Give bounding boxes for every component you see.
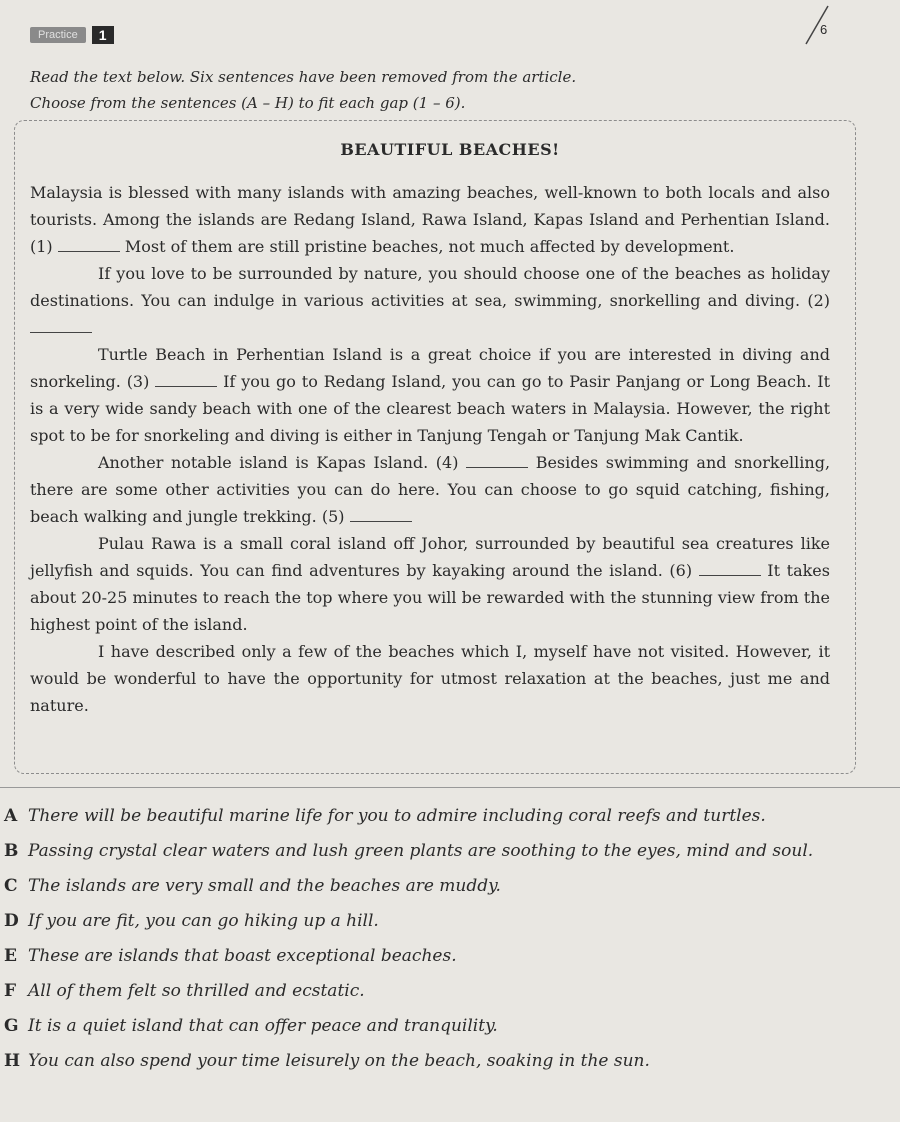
practice-number: 1 xyxy=(92,26,114,44)
option-letter: C xyxy=(4,875,18,896)
option-text: Passing crystal clear waters and lush green plants are soothing to the eyes, mind and soul. xyxy=(28,840,814,861)
paragraph-3 xyxy=(30,341,830,449)
practice-label: Practice xyxy=(30,27,86,43)
option-g xyxy=(4,1008,900,1043)
paragraph-3-part-a: Turtle Beach in Perhentian Island is a great choice if you are interested in diving and snorkeling. (3) xyxy=(30,345,830,391)
option-text: These are islands that boast exceptional beaches. xyxy=(28,945,457,966)
gap-3-blank[interactable] xyxy=(155,372,217,387)
option-h xyxy=(4,1043,900,1078)
gap-4-blank[interactable] xyxy=(466,453,528,468)
option-letter: B xyxy=(4,840,19,861)
passage-body xyxy=(30,152,830,719)
paragraph-1 xyxy=(30,152,830,260)
option-c xyxy=(4,868,900,903)
option-text: The islands are very small and the beaches are muddy. xyxy=(28,875,501,896)
options-list xyxy=(4,798,900,1078)
paragraph-1-part-b: Most of them are still pristine beaches, not much affected by development. xyxy=(124,237,735,256)
option-e xyxy=(4,938,900,973)
paragraph-3-part-b: If you go to Redang Island, you can go to Pasir Panjang or Long Beach. It is a very wide sandy beach with one of the clearest beach waters in Malaysia. However, the right spot to be for snorkeling and diving is either in Tanjung Tengah or Tanjung Mak Cantik. xyxy=(30,372,831,445)
practice-tag xyxy=(30,26,114,44)
passage-title: BEAUTIFUL BEACHES! xyxy=(340,140,560,159)
option-b xyxy=(4,833,900,868)
option-letter: E xyxy=(4,945,17,966)
option-text: If you are fit, you can go hiking up a hill. xyxy=(28,910,379,931)
gap-5-blank[interactable] xyxy=(350,507,412,522)
instructions xyxy=(30,64,576,116)
option-text: You can also spend your time leisurely on the beach, soaking in the sun. xyxy=(28,1050,650,1071)
option-text: There will be beautiful marine life for you to admire including coral reefs and turtles. xyxy=(28,805,766,826)
option-f xyxy=(4,973,900,1008)
paragraph-1-part-a: Malaysia is blessed with many islands with amazing beaches, well-known to both locals and also tourists. Among the islands are Redang Island, Rawa Island, Kapas Island and Perhentian Island. (1) xyxy=(30,183,830,256)
paragraph-4 xyxy=(30,449,830,530)
option-text: It is a quiet island that can offer peace and tranquility. xyxy=(28,1015,498,1036)
paragraph-4-part-b: Besides swimming and snorkelling, there are some other activities you can do here. You can choose to go squid catching, fishing, beach walking and jungle trekking. (5) xyxy=(30,453,831,526)
instruction-line-2: Choose from the sentences (A – H) to fit each gap (1 – 6). xyxy=(30,94,466,112)
gap-2-blank[interactable] xyxy=(30,318,92,333)
instruction-line-1: Read the text below. Six sentences have been removed from the article. xyxy=(30,68,577,86)
option-letter: G xyxy=(4,1015,19,1036)
paragraph-6: I have described only a few of the beaches which I, myself have not visited. However, it would be wonderful to have the opportunity for utmost relaxation at the beaches, just me and nature. xyxy=(30,642,830,715)
paragraph-2 xyxy=(30,260,830,341)
paragraph-2-part-a: If you love to be surrounded by nature, you should choose one of the beaches as holiday destinations. You can indulge in various activities at sea, swimming, snorkelling and diving. (2) xyxy=(30,264,830,310)
option-letter: D xyxy=(4,910,19,931)
option-text: All of them felt so thrilled and ecstatic. xyxy=(28,980,365,1001)
paragraph-4-part-a: Another notable island is Kapas Island. (4) xyxy=(98,453,459,472)
gap-6-blank[interactable] xyxy=(699,561,761,576)
option-letter: A xyxy=(4,805,18,826)
paragraph-5 xyxy=(30,530,830,638)
paragraph-5-part-b: It takes about 20-25 minutes to reach the top where you will be rewarded with the stunning view from the highest point of the island. xyxy=(30,561,830,634)
option-letter: H xyxy=(4,1050,21,1071)
section-divider xyxy=(0,787,900,788)
option-d xyxy=(4,903,900,938)
option-letter: F xyxy=(4,980,17,1001)
paragraph-5-part-a: Pulau Rawa is a small coral island off Johor, surrounded by beautiful sea creatures like jellyfish and squids. You can find adventures by kayaking around the island. (6) xyxy=(30,534,830,580)
score-total: 6 xyxy=(820,22,828,37)
gap-1-blank[interactable] xyxy=(58,237,120,252)
option-a xyxy=(4,798,900,833)
